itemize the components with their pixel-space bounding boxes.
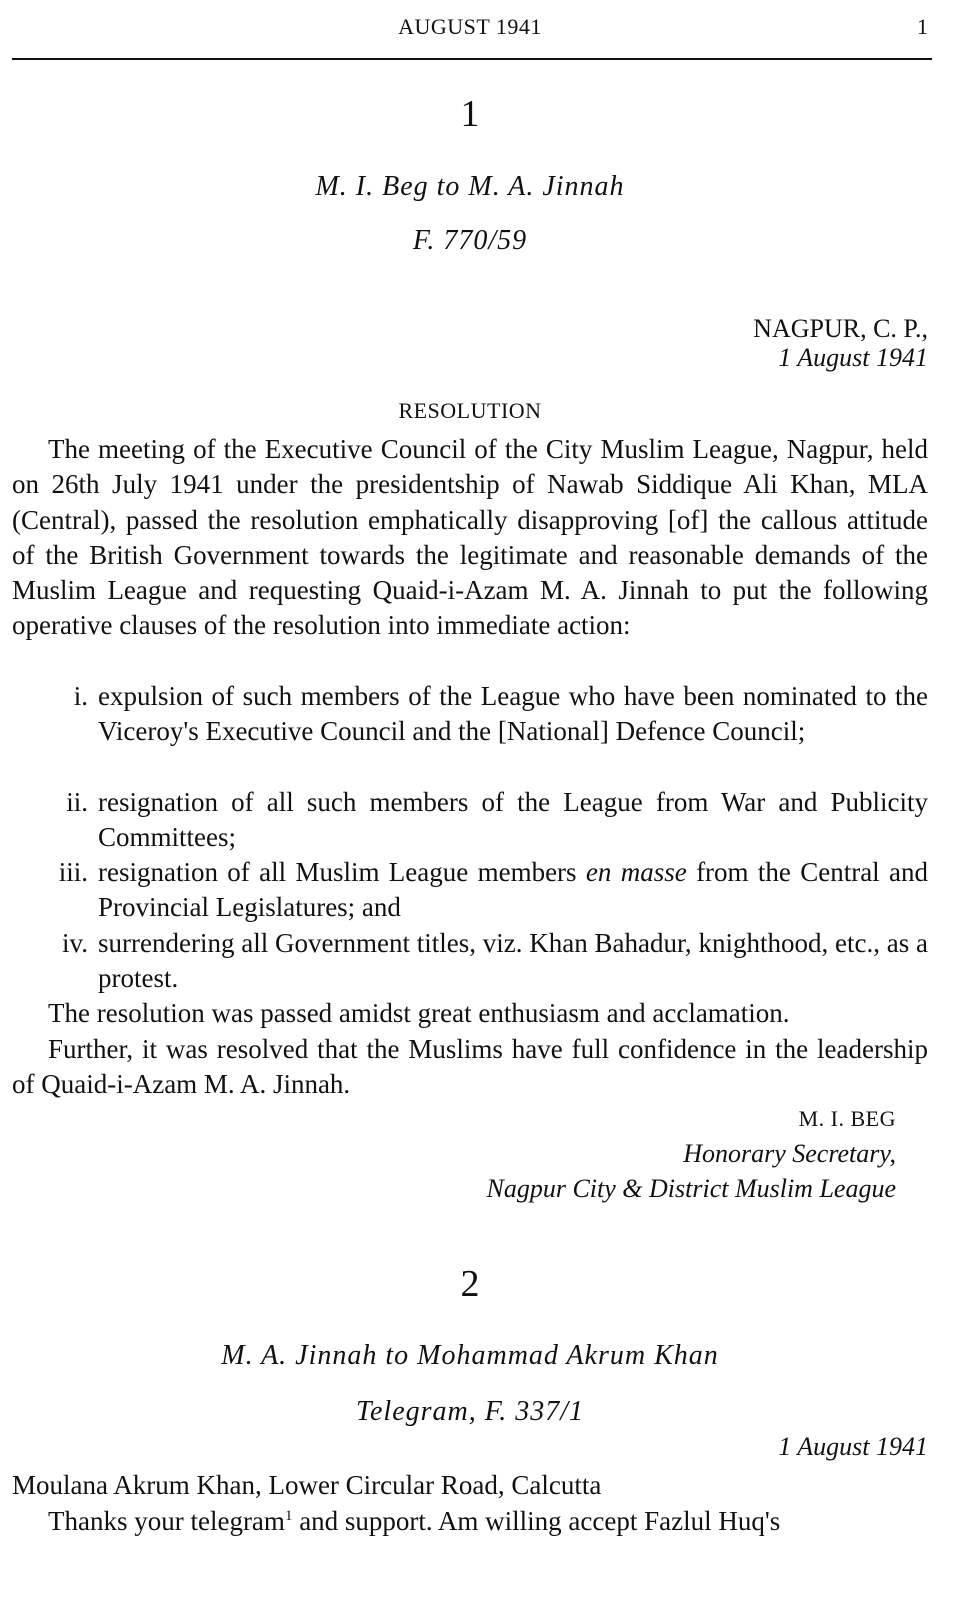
list-item (12, 785, 928, 856)
document-number: 2 (460, 1263, 480, 1305)
closing-paragraph: Further, it was resolved that the Muslims have full confidence in the leadership of Quaid-i-Azam M. A. Jinnah. (12, 1034, 928, 1100)
document-number: 1 (460, 93, 480, 135)
document-title: M. I. Beg to M. A. Jinnah (315, 171, 625, 202)
list-marker: ii. (66, 787, 88, 817)
signatory-organization: Nagpur City & District Muslim League (486, 1174, 896, 1203)
running-header-title: AUGUST 1941 (398, 14, 542, 39)
file-reference: F. 770/59 (412, 225, 528, 256)
list-item-text (98, 855, 928, 926)
list-item (12, 926, 928, 997)
list-marker: iv. (62, 928, 88, 958)
date-line: 1 August 1941 (778, 343, 928, 372)
resolution-paragraph: The meeting of the Executive Council of the City Muslim League, Nagpur, held on 26th July 1941 under the presidentship of Nawab Siddique Ali Khan, MLA (Central), passed the resolution emphatically disapproving [of] the callous attitude of the British Government towards the legitimate and reasonable demands of the Muslim League and requesting Quaid-i-Azam M. A. Jinnah to put the following operative clauses of the resolution into immediate action: (12, 434, 928, 641)
list-item-text: resignation of all such members of the League from War and Publicity Committees; (98, 787, 928, 853)
telegram-text: Thanks your telegram (48, 1506, 285, 1536)
list-item-text-part: resignation of all Muslim League members (98, 857, 586, 887)
file-reference: Telegram, F. 337/1 (355, 1396, 585, 1427)
list-marker: i. (73, 681, 88, 711)
address-line: Moulana Akrum Khan, Lower Circular Road, Calcutta (12, 1470, 602, 1500)
date-line: 1 August 1941 (778, 1432, 928, 1461)
place-line: NAGPUR, C. P., (753, 314, 928, 343)
footnote-marker[interactable]: 1 (284, 1508, 293, 1524)
italic-phrase: en masse (585, 857, 687, 887)
list-item (12, 679, 928, 750)
list-marker: iii. (58, 857, 88, 887)
resolution-heading: RESOLUTION (398, 398, 542, 423)
list-item (12, 855, 928, 926)
telegram-text: and support. Am willing accept Fazlul Huq's (292, 1506, 781, 1536)
list-item-text: surrendering all Government titles, viz. Khan Bahadur, knighthood, etc., as a protest. (98, 928, 928, 994)
signatory-title: Honorary Secretary, (683, 1139, 896, 1168)
signature-block (487, 1101, 897, 1206)
telegram-body (12, 1504, 928, 1539)
signatory-name: M. I. BEG (798, 1106, 896, 1131)
list-item-text: expulsion of such members of the League who have been nominated to the Viceroy's Executive Council and the [National] Defence Council; (98, 681, 928, 747)
list-item-text-part: from the Central and Provincial Legislatures; and (98, 857, 928, 923)
page-number: 1 (917, 14, 928, 39)
header-rule (12, 58, 932, 60)
closing-paragraph: The resolution was passed amidst great enthusiasm and acclamation. (48, 998, 790, 1028)
document-title: M. A. Jinnah to Mohammad Akrum Khan (221, 1340, 719, 1371)
